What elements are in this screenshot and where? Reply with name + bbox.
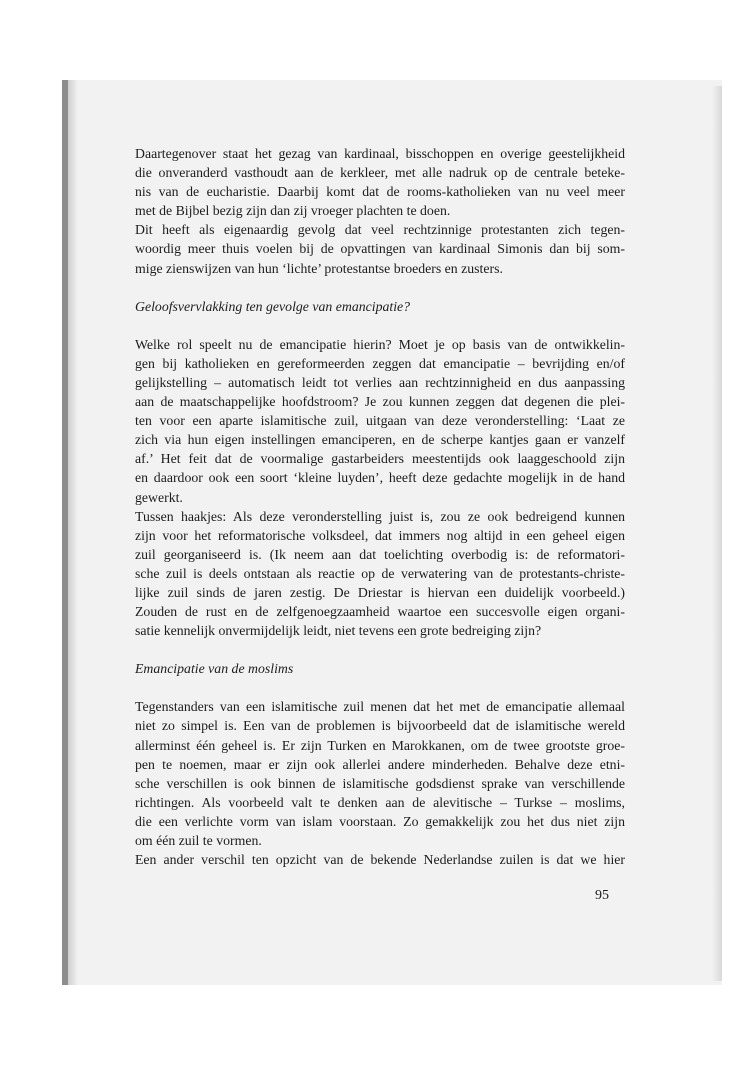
text-line: richtingen. Als voorbeeld valt te denken aan de alevitische – Turkse – moslims, [135, 794, 625, 810]
text-line: Welke rol speelt nu de emancipatie hierin? Moet je op basis van de ontwikkelin- [135, 336, 625, 352]
text-line: zich via hun eigen instellingen emanciperen, en de scherpe kantjes gaan er vanzelf [135, 432, 625, 448]
text-line: nis van de eucharistie. Daarbij komt dat de rooms-katholieken van nu veel meer [135, 184, 625, 200]
text-line: sche zuil is deels ontstaan als reactie op de verwatering van de protestants-christe- [135, 565, 625, 581]
text-line: niet zo simpel is. Een van de problemen is bijvoorbeeld dat de islamitische wereld [135, 718, 625, 734]
paragraph-3 [135, 335, 625, 507]
paragraph-4 [135, 507, 625, 641]
page-edge [712, 86, 722, 981]
text-line: woordig meer thuis voelen bij de opvattingen van kardinaal Simonis dan bij som- [135, 241, 625, 257]
text-line: mige zienswijzen van hun ‘lichte’ protestantse broeders en zusters. [135, 260, 503, 276]
text-line: Daartegenover staat het gezag van kardinaal, bisschoppen en overige geestelijkheid [135, 146, 625, 161]
text-line: gewerkt. [135, 489, 183, 505]
text-line: Tegenstanders van een islamitische zuil menen dat het met de emancipatie allemaal [135, 699, 625, 715]
text-line: aan de maatschappelijke hoofdstroom? Je zou kunnen zeggen dat degenen die plei- [135, 394, 625, 410]
paragraph-5 [135, 697, 625, 850]
text-line: Een ander verschil ten opzicht van de bekende Nederlandse zuilen is dat we hier [135, 852, 625, 868]
page-gutter-highlight [68, 80, 78, 985]
text-line: af.’ Het feit dat de voormalige gastarbeiders meestentijds ook laaggeschoold zijn [135, 451, 625, 467]
section-heading-2: Emancipatie van de moslims [135, 661, 294, 677]
text-line: die een verlichte vorm van islam voorstaan. Zo gemakkelijk zou het dus niet zijn [135, 813, 625, 829]
text-line: ten voor een aparte islamitische zuil, uitgaan van deze veronderstelling: ‘Laat ze [135, 413, 625, 429]
text-line: Dit heeft als eigenaardig gevolg dat veel rechtzinnige protestanten zich tegen- [135, 222, 625, 238]
text-line: satie kennelijk onvermijdelijk leidt, niet tevens een grote bedreiging zijn? [135, 623, 542, 639]
text-line: zuil georganiseerd is. (Ik neem aan dat toelichting overbodig is: de reformatori- [135, 546, 625, 562]
text-line: gelijkstelling – automatisch leidt tot verlies aan rechtzinnigheid en dus aanpassing [135, 374, 625, 390]
page-number: 95 [595, 888, 609, 903]
text-line: gen bij katholieken en gereformeerden zeggen dat emancipatie – bevrijding en/of [135, 355, 625, 371]
text-line: Tussen haakjes: Als deze veronderstelling juist is, zou ze ook bedreigend kunnen [135, 508, 625, 524]
text-line: zijn voor het reformatorische volksdeel, dat immers nog altijd in een geheel eigen [135, 527, 625, 543]
paragraph-6 [135, 850, 625, 869]
body-text [135, 144, 625, 869]
text-line: lijke zuil sinds de jaren zestig. De Driestar is hiervan een duidelijk voorbeeld.) [135, 584, 625, 600]
paragraph-2 [135, 220, 625, 277]
text-line: Zouden de rust en de zelfgenoegzaamheid waartoe een succesvolle eigen organi- [135, 604, 625, 620]
section-heading-1: Geloofsvervlakking ten gevolge van emancipatie? [135, 298, 411, 314]
text-line: allerminst één geheel is. Er zijn Turken en Marokkanen, om de twee grootste groe- [135, 737, 625, 753]
paragraph-1 [135, 144, 625, 220]
text-line: pen te noemen, maar er zijn ook allerlei andere minderheden. Behalve deze etni- [135, 756, 625, 772]
text-line: om één zuil te vormen. [135, 833, 262, 848]
text-line: met de Bijbel bezig zijn dan zij vroeger plachten te doen. [135, 203, 451, 219]
text-line: die onveranderd vasthoudt aan de kerkleer, met alle nadruk op de centrale beteke- [135, 165, 625, 181]
text-line: sche verschillen is ook binnen de islamitische godsdienst sprake van verschillende [135, 775, 625, 791]
text-line: en daardoor ook een soort ‘kleine luyden’, heeft deze gedachte mogelijk in de hand [135, 470, 625, 486]
